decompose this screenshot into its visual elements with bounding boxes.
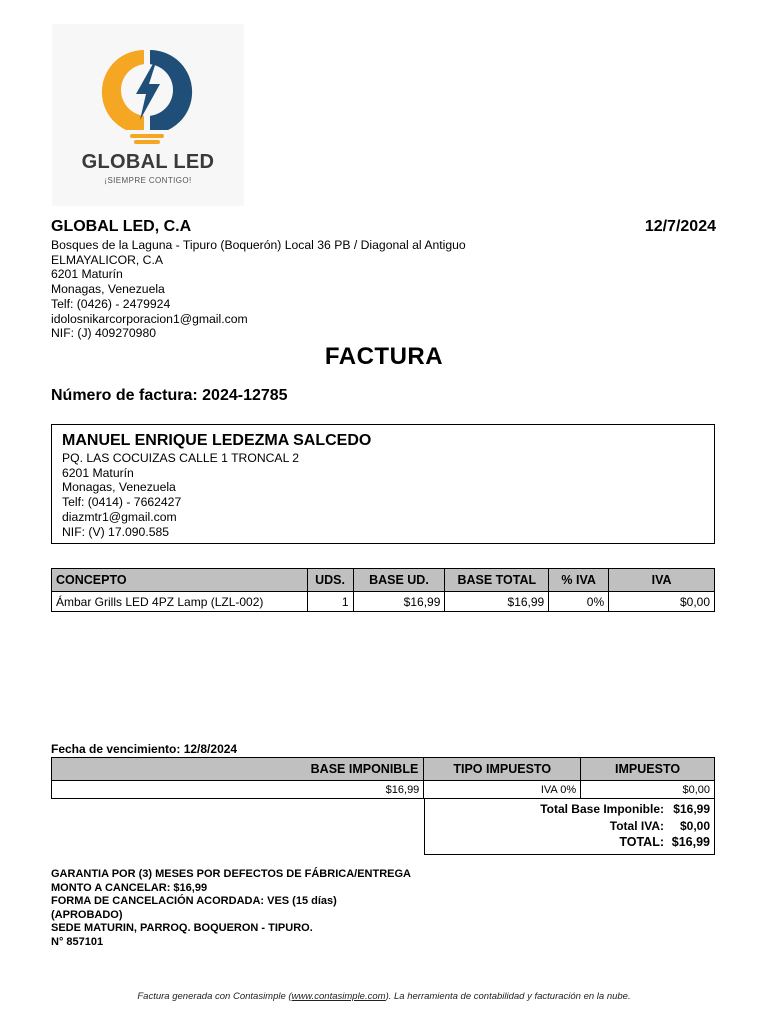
col-header-base-ud: BASE UD. — [353, 569, 445, 592]
item-iva: $0,00 — [609, 592, 715, 612]
item-base-total: $16,99 — [445, 592, 549, 612]
note-line: GARANTIA POR (3) MESES POR DEFECTOS DE FÁBRICA/ENTREGA — [51, 868, 411, 880]
item-base-unit: $16,99 — [353, 592, 445, 612]
company-region: Monagas, Venezuela — [51, 282, 165, 297]
note-line: FORMA DE CANCELACIÓN ACORDADA: VES (15 días) — [51, 895, 337, 908]
tax-base: $16,99 — [52, 781, 424, 799]
total-iva-row — [610, 819, 710, 833]
footer-link[interactable]: www.contasimple.com — [291, 991, 386, 1002]
company-nif: NIF: (J) 409270980 — [51, 326, 157, 341]
note-line: (APROBADO) — [51, 908, 123, 921]
client-address: PQ. LAS COCUIZAS CALLE 1 TRONCAL 2 — [62, 451, 300, 465]
footer-prefix: Factura generada con Contasimple ( — [137, 991, 292, 1002]
total-base-row — [540, 802, 710, 816]
due-date: Fecha de vencimiento: 12/8/2024 — [51, 742, 238, 756]
grand-total-value: $16,99 — [671, 835, 710, 849]
footer — [0, 991, 768, 1002]
col-header-impuesto: IMPUESTO — [581, 758, 715, 781]
col-header-iva: IVA — [609, 569, 715, 592]
company-logo — [52, 24, 244, 206]
logo-name: GLOBAL LED — [81, 151, 215, 173]
items-header-row — [52, 569, 715, 592]
client-phone: Telf: (0414) - 7662427 — [62, 495, 182, 510]
client-email: diazmtr1@gmail.com — [62, 509, 177, 524]
grand-total-label: TOTAL: — [619, 835, 664, 849]
company-address-2: ELMAYALICOR, C.A — [51, 252, 163, 267]
footer-suffix: ). La herramienta de contabilidad y facturación en la nube. — [385, 991, 631, 1002]
col-header-base-total: BASE TOTAL — [445, 569, 549, 592]
tax-header-row — [52, 758, 715, 781]
grand-total-row — [619, 835, 710, 849]
tax-table — [51, 757, 715, 799]
item-iva-pct: 0% — [549, 592, 609, 612]
client-city: 6201 Maturín — [62, 465, 134, 480]
total-iva-value: $0,00 — [679, 819, 710, 833]
lightbulb-icon — [100, 44, 196, 148]
table-row — [52, 781, 715, 799]
item-concept: Ámbar Grills LED 4PZ Lamp (LZL-002) — [52, 592, 308, 612]
invoice-notes — [51, 868, 411, 950]
company-details — [51, 238, 466, 341]
logo-tagline: ¡SIEMPRE CONTIGO! — [104, 176, 192, 185]
col-header-concepto: CONCEPTO — [52, 569, 308, 592]
total-base-value: $16,99 — [673, 802, 710, 816]
items-table — [51, 568, 715, 612]
note-line: SEDE MATURIN, PARROQ. BOQUERON - TIPURO. — [51, 922, 313, 935]
company-name: GLOBAL LED, C.A — [51, 218, 192, 235]
note-line: N° 857101 — [51, 935, 104, 948]
total-base-label: Total Base Imponible: — [540, 802, 664, 816]
client-name: MANUEL ENRIQUE LEDEZMA SALCEDO — [62, 432, 372, 449]
col-header-tipo-impuesto: TIPO IMPUESTO — [424, 758, 581, 781]
client-box — [51, 424, 715, 544]
company-phone: Telf: (0426) - 2479924 — [51, 296, 171, 311]
totals-box — [424, 798, 715, 855]
client-nif: NIF: (V) 17.090.585 — [62, 524, 170, 539]
total-iva-label: Total IVA: — [609, 819, 664, 833]
company-address: Bosques de la Laguna - Tipuro (Boquerón) Local 36 PB / Diagonal al Antiguo — [51, 238, 466, 252]
tax-type: IVA 0% — [424, 781, 581, 799]
company-city: 6201 Maturín — [51, 267, 123, 282]
invoice-date: 12/7/2024 — [644, 218, 716, 235]
company-email: idolosnikarcorporacion1@gmail.com — [51, 311, 248, 326]
client-region: Monagas, Venezuela — [62, 480, 176, 495]
invoice-number: Número de factura: 2024-12785 — [51, 387, 288, 404]
note-line: MONTO A CANCELAR: $16,99 — [51, 881, 208, 894]
table-row — [52, 592, 715, 612]
col-header-base-imponible: BASE IMPONIBLE — [52, 758, 424, 781]
col-header-pct-iva: % IVA — [549, 569, 609, 592]
tax-amount: $0,00 — [581, 781, 715, 799]
item-units: 1 — [307, 592, 353, 612]
col-header-uds: UDS. — [307, 569, 353, 592]
client-details — [62, 451, 299, 539]
document-title: FACTURA — [324, 343, 444, 370]
